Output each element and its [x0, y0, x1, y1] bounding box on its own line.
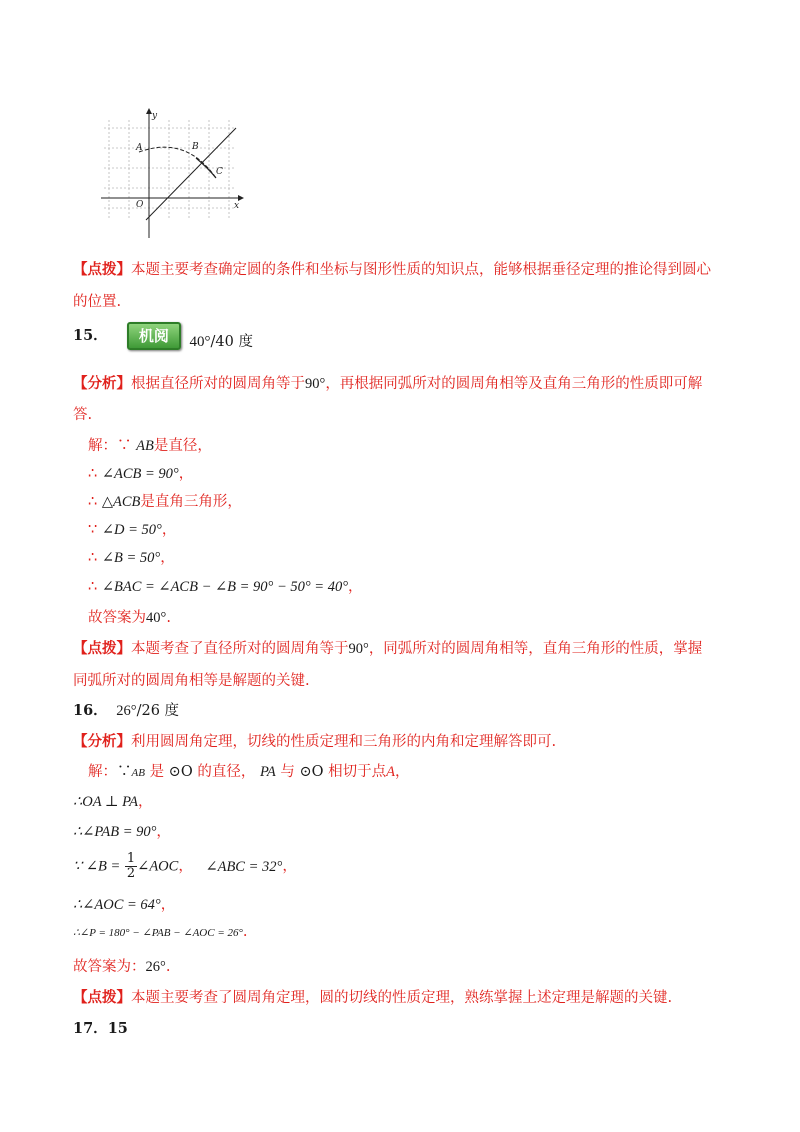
answer-text: /26 度 — [136, 703, 180, 719]
coordinate-figure — [96, 100, 246, 240]
q15-answer — [88, 606, 171, 627]
q16-step3 — [73, 820, 171, 841]
hint-text: 本题主要考查了圆周角定理，圆的切线的性质定理，熟练掌握上述定理是解题的关键. — [131, 990, 673, 1006]
hint-tag: 【点拨】 — [73, 640, 131, 657]
label-c: C — [216, 167, 223, 177]
hint-text: 的位置. — [73, 294, 122, 310]
q15-step5 — [88, 546, 175, 567]
q16-answer-line — [73, 699, 179, 720]
answer-math: 26° — [145, 959, 166, 975]
because-symbol: ∵ — [88, 522, 98, 538]
q17-answer-line — [73, 1017, 128, 1038]
label-o: O — [136, 200, 144, 210]
hint-tag: 【点拨】 — [73, 261, 131, 278]
step-text: 是直角三角形， — [140, 494, 242, 510]
label-y: y — [152, 111, 158, 121]
step-math: PA — [259, 764, 276, 780]
solution-label: 解： — [88, 438, 117, 454]
hint-tag: 【点拨】 — [73, 989, 131, 1006]
therefore-symbol: ∴ — [88, 579, 98, 595]
q16-answer — [73, 955, 170, 976]
step-math: ⊙O — [299, 764, 324, 780]
q16-step5 — [73, 893, 175, 914]
step-math: ∠B = 50° — [101, 550, 161, 566]
step-math: ∠D = 50° — [101, 522, 162, 538]
therefore-symbol: ∴ — [88, 494, 98, 510]
question-number: 16． — [73, 702, 108, 719]
q15-hint-line1 — [73, 637, 702, 658]
hint-text: 本题考查了直径所对的圆周角等于 — [131, 641, 349, 657]
analysis-text: 答. — [73, 407, 93, 423]
q16-step1 — [88, 760, 410, 781]
solution-label: 解： — [88, 764, 117, 780]
q15-analysis-line2 — [73, 403, 92, 424]
answer-text: /40 度 — [210, 334, 253, 350]
answer-label: 故答案为： — [73, 959, 146, 975]
q16-step6 — [73, 924, 248, 940]
answer-label: 故答案为 — [88, 610, 146, 626]
analysis-math: 90° — [305, 376, 326, 392]
comma: ， — [348, 579, 363, 595]
step-text: 与 — [280, 764, 295, 780]
comma: ， — [160, 550, 175, 566]
analysis-text: 根据直径所对的圆周角等于 — [131, 376, 305, 392]
fraction-denominator: 2 — [126, 866, 136, 881]
analysis-text: ，再根据同弧所对的圆周角相等及直角三角形的性质即可解 — [325, 376, 703, 392]
comma: ， — [178, 858, 193, 875]
answer-text: 15 — [107, 1020, 128, 1037]
q15-hint-line2 — [73, 669, 310, 690]
step-math: ∵ ∠B = — [73, 858, 121, 875]
therefore-symbol: ∴ — [88, 466, 98, 482]
step-math: ∠ACB = 90° — [101, 466, 179, 482]
q15-answer-line — [73, 322, 253, 351]
label-x: x — [234, 201, 240, 211]
answer-math: 40° — [189, 334, 211, 350]
q15-step3 — [88, 490, 242, 511]
hint-text: 同弧所对的圆周角相等是解题的关键. — [73, 673, 310, 689]
q14-hint-line2 — [73, 290, 121, 311]
step-text: 的直径， — [197, 764, 256, 780]
step-math: A — [386, 764, 396, 780]
step-math: AB — [131, 767, 145, 779]
step-math: ∴∠P = 180° − ∠PAB − ∠AOC = 26° — [73, 927, 243, 939]
q15-step4 — [88, 518, 176, 539]
analysis-tag: 【分析】 — [73, 375, 131, 392]
fraction-numerator: 1 — [126, 851, 136, 866]
q15-step1 — [88, 434, 212, 455]
analysis-tag: 【分析】 — [73, 733, 131, 750]
hint-text: ，同弧所对的圆周角相等，直角三角形的性质，掌握 — [368, 641, 703, 657]
fraction-one-half — [125, 852, 137, 881]
step-text: 是直径， — [153, 438, 212, 454]
hint-math: 90° — [348, 641, 369, 657]
q14-hint-line1 — [73, 258, 711, 279]
because-symbol: ∵ — [117, 764, 132, 780]
step-math: ∴∠AOC = 64° — [73, 897, 161, 913]
label-b: B — [192, 142, 199, 152]
step-text: 相切于点 — [328, 764, 387, 780]
step-math: △ACB — [101, 494, 141, 510]
q16-step4 — [73, 852, 297, 881]
step-math: AB — [136, 438, 154, 454]
q16-step2 — [73, 790, 153, 811]
q16-hint — [73, 986, 672, 1007]
comma: ， — [160, 897, 176, 913]
comma: ， — [156, 824, 171, 840]
step-math: ∠AOC — [137, 858, 179, 875]
analysis-text: 利用圆周角定理，切线的性质定理和三角形的内角和定理解答即可. — [131, 734, 557, 750]
period: . — [242, 924, 248, 940]
q15-step2 — [88, 462, 193, 483]
comma: ， — [282, 858, 297, 875]
comma: ， — [395, 764, 410, 780]
therefore-symbol: ∴ — [88, 550, 98, 566]
q15-analysis-line1 — [73, 372, 702, 393]
comma: ， — [138, 794, 153, 810]
because-symbol: ∵ — [117, 438, 132, 454]
period: . — [165, 959, 171, 975]
step-text: 是 — [149, 764, 165, 780]
comma: ， — [161, 522, 177, 538]
question-number: 15． — [73, 327, 108, 344]
q15-step6 — [88, 575, 363, 596]
hint-text: 本题主要考查确定圆的条件和坐标与图形性质的知识点，能够根据垂径定理的推论得到圆心 — [131, 262, 711, 278]
comma: ， — [178, 466, 194, 482]
answer-math: 26° — [116, 703, 137, 719]
q16-analysis — [73, 730, 556, 751]
step-math: ∴OA ⊥ PA — [73, 794, 139, 810]
period: . — [166, 610, 171, 626]
step-math: ⊙O — [168, 764, 193, 780]
step-math: ∴∠PAB = 90° — [73, 824, 157, 840]
arc-abc — [139, 147, 216, 178]
review-badge: 机阅 — [127, 322, 181, 350]
step-math: ∠BAC = ∠ACB − ∠B = 90° − 50° = 40° — [101, 579, 348, 595]
answer-math: 40° — [146, 610, 167, 626]
label-a: A — [136, 143, 143, 153]
question-number: 17． — [73, 1020, 108, 1037]
step-math: ∠ABC = 32° — [205, 858, 283, 875]
